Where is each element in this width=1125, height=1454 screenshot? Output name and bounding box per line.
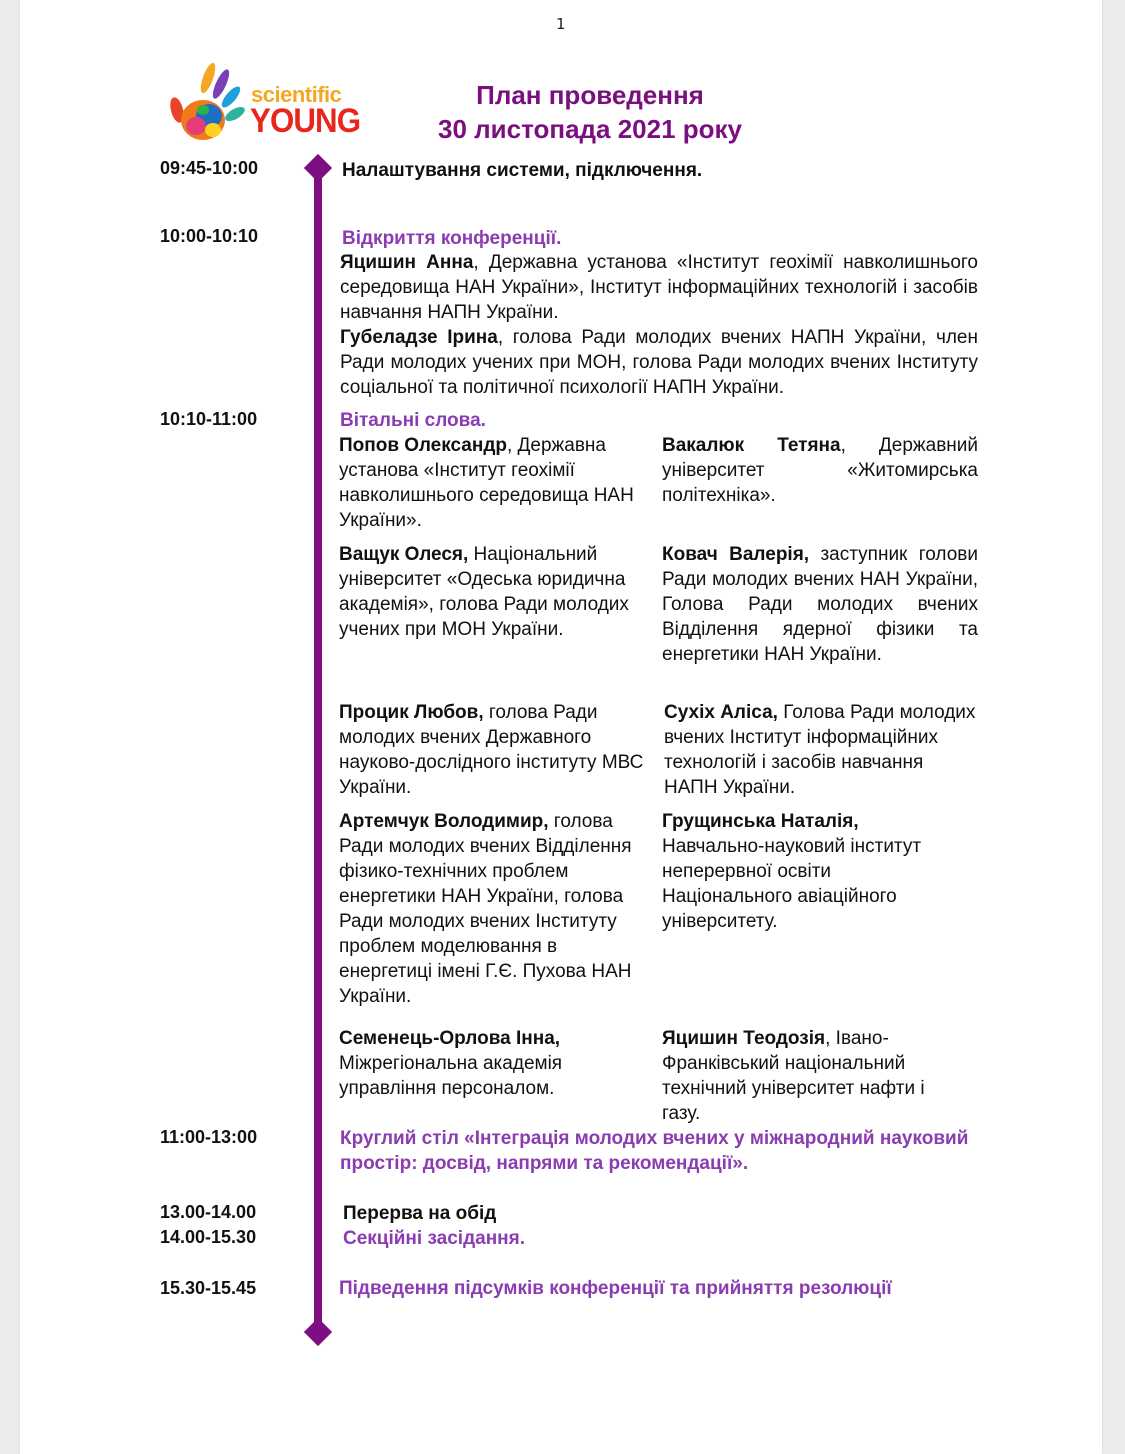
speaker-entry <box>662 542 978 667</box>
schedule-heading: Підведення підсумків конференції та прийняття резолюції <box>339 1278 892 1299</box>
time-slot: 13.00-14.00 <box>160 1202 257 1222</box>
logo-text-young: YOUNG <box>250 102 361 140</box>
speaker-entry <box>664 700 980 800</box>
speaker-entry <box>339 542 644 642</box>
schedule-heading: Круглий стіл «Інтеграція молодих вчених у міжнародний науковий простір: досвід, напрями та рекомендації». <box>340 1128 969 1174</box>
speaker-name: Семенець-Орлова Інна, <box>339 1028 561 1049</box>
schedule-heading: Налаштування системи, підключення. <box>342 160 703 181</box>
speaker-name: Попов Олександр <box>339 435 507 456</box>
speaker-entry <box>340 250 978 325</box>
speaker-name: Процик Любов, <box>339 702 484 723</box>
speaker-entry <box>662 433 978 508</box>
speaker-affiliation: Голова Ради молодих вчених Інститут інформаційних технологій і засобів навчання НАПН України. <box>664 702 976 798</box>
speaker-entry <box>339 1026 609 1101</box>
schedule-heading: Відкриття конференції. <box>342 228 562 249</box>
page-number: 1 <box>556 15 566 33</box>
speaker-name: Ковач Валерія, <box>662 544 810 565</box>
speaker-name: Грущинська Наталія, <box>662 811 859 832</box>
speaker-name: Яцишин Теодозія <box>662 1028 826 1049</box>
speaker-name: Губеладзе Ірина <box>340 327 498 348</box>
speaker-affiliation: заступник голови Ради молодих вчених НАН України, Голова Ради молодих вчених Відділення ядерної фізики та енергетики НАН України. <box>662 544 978 665</box>
speaker-affiliation: , Державна установа «Інститут геохімії навколишнього середовища НАН України». <box>339 435 634 531</box>
speaker-entry <box>662 809 962 934</box>
speaker-name: Яцишин Анна <box>340 252 474 273</box>
speaker-affiliation: , Державна установа «Інститут геохімії навколишнього середовища НАН України», Інститут інформаційних технологій і засобів навчання НАПН України. <box>340 252 978 323</box>
timeline-line <box>314 162 322 1334</box>
speaker-affiliation: Національний університет «Одеська юридична академія», голова Ради молодих учених при МОН України. <box>339 544 629 640</box>
title-line-1: План проведення <box>476 80 704 110</box>
time-slot: 11:00-13:00 <box>160 1127 258 1147</box>
logo-text-scientific: scientific <box>251 82 342 107</box>
speaker-name: Артемчук Володимир, <box>339 811 549 832</box>
speaker-name: Ващук Олеся, <box>339 544 469 565</box>
speaker-entry <box>339 700 644 800</box>
time-slot: 09:45-10:00 <box>160 158 259 178</box>
speaker-name: Сухіх Аліса, <box>664 702 778 723</box>
speaker-affiliation: Міжрегіональна академія управління персоналом. <box>339 1053 563 1099</box>
time-slot: 15.30-15.45 <box>160 1278 257 1298</box>
speaker-affiliation: голова Ради молодих вчених Державного науково-дослідного інституту МВС України. <box>339 702 644 798</box>
title-line-2: 30 листопада 2021 року <box>437 114 743 144</box>
speaker-entry <box>340 325 978 400</box>
speaker-entry <box>339 433 644 533</box>
speaker-affiliation: голова Ради молодих вчених Відділення фізико-технічних проблем енергетики НАН України, голова Ради молодих вчених Інституту проблем моделювання в енергетиці імені Г.Є. Пухова НАН України. <box>339 811 632 1007</box>
colorful-handprint-icon <box>163 62 253 152</box>
time-slot: 10:10-11:00 <box>160 409 258 429</box>
scientific-young-logo <box>163 62 373 152</box>
speaker-entry <box>662 1026 957 1126</box>
speaker-affiliation: , Івано-Франківський національний технічний університет нафти і газу. <box>662 1028 925 1124</box>
time-slot: 14.00-15.30 <box>160 1227 257 1247</box>
schedule-heading: Секційні засідання. <box>343 1228 526 1249</box>
schedule-heading: Вітальні слова. <box>340 410 486 431</box>
time-slot: 10:00-10:10 <box>160 226 259 246</box>
page-title <box>400 78 780 146</box>
speaker-affiliation: , Державний університет «Житомирська політехніка». <box>662 435 979 506</box>
speaker-name: Вакалюк Тетяна <box>662 435 841 456</box>
speaker-affiliation: Навчально-науковий інститут неперервної освіти Національного авіаційного університету. <box>662 836 922 932</box>
speaker-affiliation: , голова Ради молодих вчених НАПН України, член Ради молодих учених при МОН, голова Ради молодих вчених Інституту соціальної та політичної психології НАПН України. <box>340 327 978 398</box>
speaker-entry <box>339 809 639 1009</box>
schedule-heading: Перерва на обід <box>343 1203 497 1224</box>
